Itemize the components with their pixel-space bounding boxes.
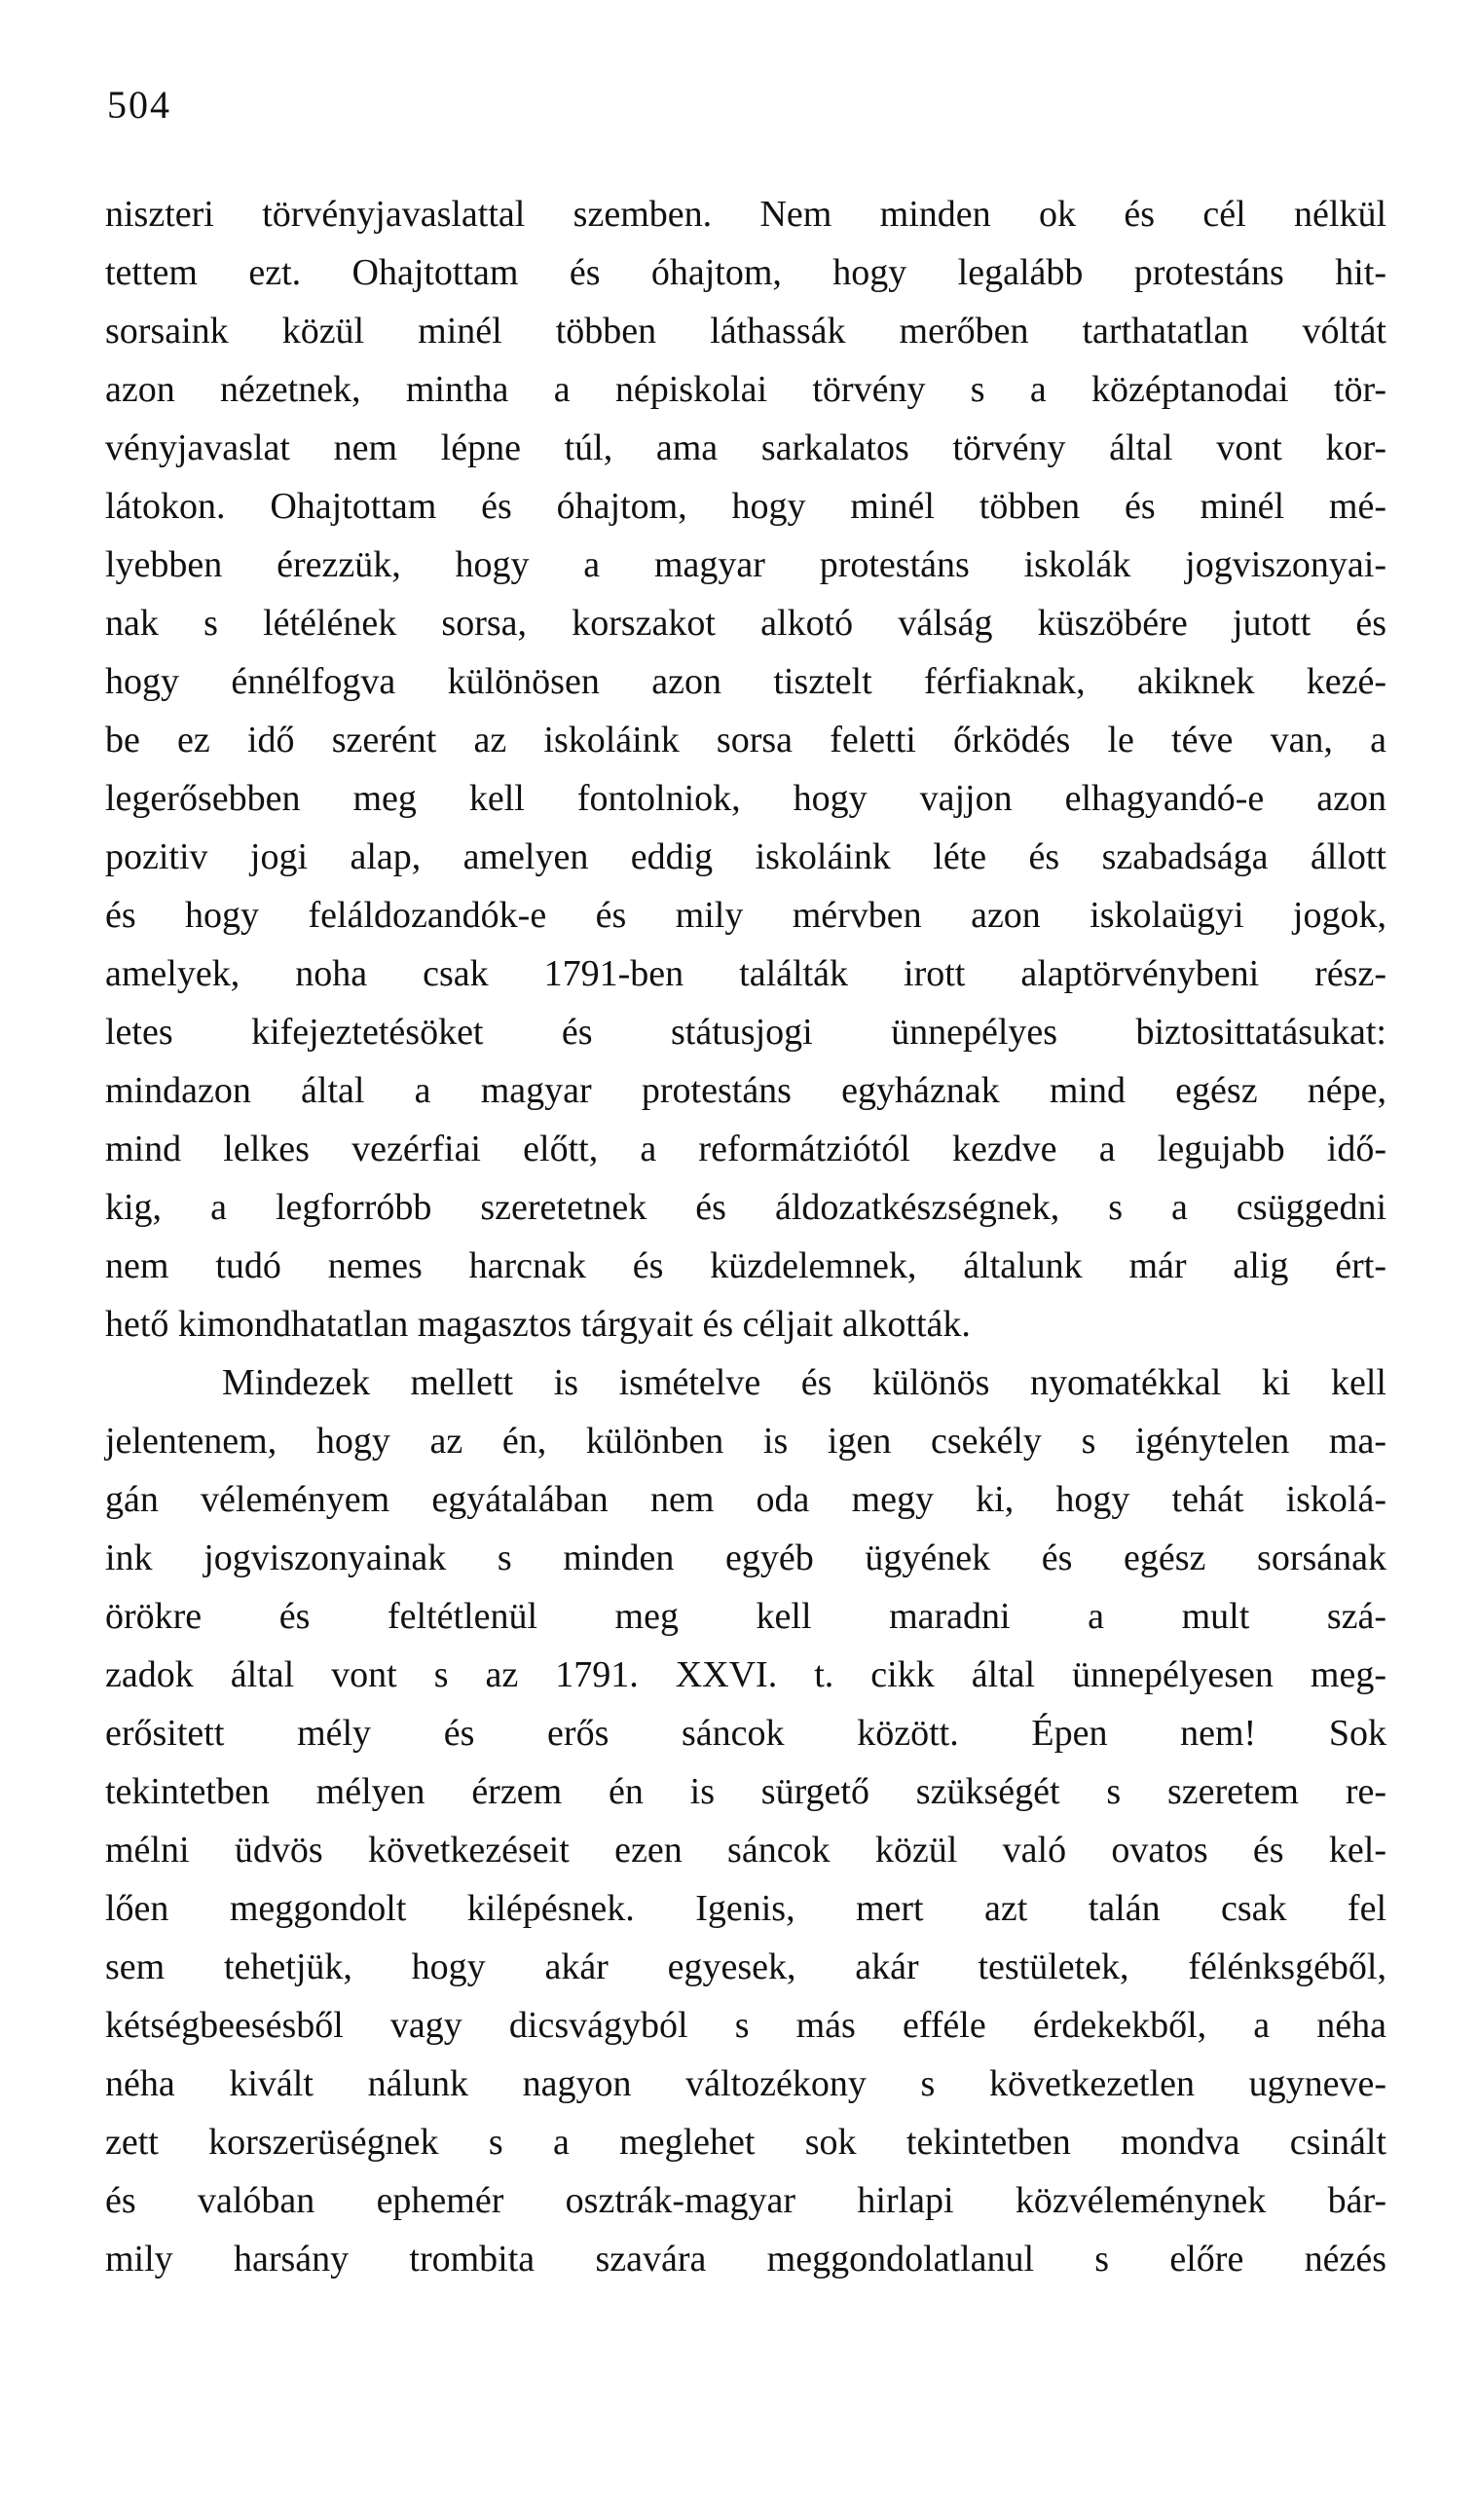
text-line-25: örökre és feltétlenül meg kell maradni a mult szá- xyxy=(105,1596,1386,1637)
text-line-23: gán véleményem egyátalában nem oda megy ki, hogy tehát iskolá- xyxy=(105,1479,1386,1520)
text-line-17: mind lelkes vezérfiai előtt, a reformátziótól kezdve a legujabb idő- xyxy=(105,1129,1386,1169)
text-line-30: lően meggondolt kilépésnek. Igenis, mert azt talán csak fel xyxy=(105,1888,1386,1929)
text-line-36: mily harsány trombita szavára meggondolatlanul s előre nézés xyxy=(105,2239,1386,2279)
text-line-34: zett korszerüségnek s a meglehet sok tekintetben mondva csinált xyxy=(105,2122,1386,2163)
text-line-12: pozitiv jogi alap, amelyen eddig iskoláink léte és szabadsága állott xyxy=(105,836,1386,877)
text-line-22: jelentenem, hogy az én, különben is igen csekély s igénytelen ma- xyxy=(105,1421,1386,1462)
text-line-18: kig, a legforróbb szeretetnek és áldozatkészségnek, s a csüggedni xyxy=(105,1187,1386,1228)
text-line-9: hogy énnélfogva különösen azon tisztelt férfiaknak, akiknek kezé- xyxy=(105,661,1386,702)
text-line-3: sorsaink közül minél többen láthassák merőben tarthatatlan vóltát xyxy=(105,311,1386,352)
text-line-32: kétségbeesésből vagy dicsvágyból s más efféle érdekekből, a néha xyxy=(105,2005,1386,2046)
text-line-19: nem tudó nemes harcnak és küzdelemnek, általunk már alig ért- xyxy=(105,1245,1386,1286)
text-line-2: tettem ezt. Ohajtottam és óhajtom, hogy legalább protestáns hit- xyxy=(105,252,1386,293)
text-line-29: mélni üdvös következéseit ezen sáncok közül való ovatos és kel- xyxy=(105,1830,1386,1871)
text-line-1: niszteri törvényjavaslattal szemben. Nem minden ok és cél nélkül xyxy=(105,194,1386,235)
text-line-26: zadok által vont s az 1791. XXVI. t. cikk által ünnepélyesen meg- xyxy=(105,1654,1386,1695)
text-line-16: mindazon által a magyar protestáns egyháznak mind egész népe, xyxy=(105,1070,1386,1111)
text-line-6: látokon. Ohajtottam és óhajtom, hogy minél többen és minél mé- xyxy=(105,486,1386,527)
text-line-10: be ez idő szerént az iskoláink sorsa feletti őrködés le téve van, a xyxy=(105,720,1386,760)
text-line-28: tekintetben mélyen érzem én is sürgető szükségét s szeretem re- xyxy=(105,1771,1386,1812)
text-line-4: azon nézetnek, mintha a népiskolai törvény s a középtanodai tör- xyxy=(105,369,1386,410)
text-line-21: Mindezek mellett is ismételve és különös nyomatékkal ki kell xyxy=(222,1362,1386,1403)
body-text xyxy=(105,185,1386,2288)
text-line-27: erősitett mély és erős sáncok között. Épen nem! Sok xyxy=(105,1713,1386,1754)
text-line-7: lyebben érezzük, hogy a magyar protestáns iskolák jogviszonyai- xyxy=(105,544,1386,585)
text-line-8: nak s létélének sorsa, korszakot alkotó válság küszöbére jutott és xyxy=(105,603,1386,644)
page-number: 504 xyxy=(107,83,171,127)
text-line-14: amelyek, noha csak 1791-ben találták irott alaptörvénybeni rész- xyxy=(105,953,1386,994)
text-line-11: legerősebben meg kell fontolniok, hogy vajjon elhagyandó-e azon xyxy=(105,778,1386,819)
text-line-24: ink jogviszonyainak s minden egyéb ügyének és egész sorsának xyxy=(105,1538,1386,1578)
text-line-5: vényjavaslat nem lépne túl, ama sarkalatos törvény által vont kor- xyxy=(105,427,1386,468)
text-line-33: néha kivált nálunk nagyon változékony s következetlen ugyneve- xyxy=(105,2063,1386,2104)
text-line-15: letes kifejeztetésöket és státusjogi ünnepélyes biztosittatásukat: xyxy=(105,1012,1386,1053)
text-line-13: és hogy feláldozandók-e és mily mérvben azon iskolaügyi jogok, xyxy=(105,895,1386,936)
text-line-35: és valóban ephemér osztrák-magyar hirlapi közvéleménynek bár- xyxy=(105,2180,1386,2221)
text-line-20: hető kimondhatatlan magasztos tárgyait és céljait alkották. xyxy=(105,1304,971,1345)
text-line-31: sem tehetjük, hogy akár egyesek, akár testületek, félénksgéből, xyxy=(105,1946,1386,1987)
